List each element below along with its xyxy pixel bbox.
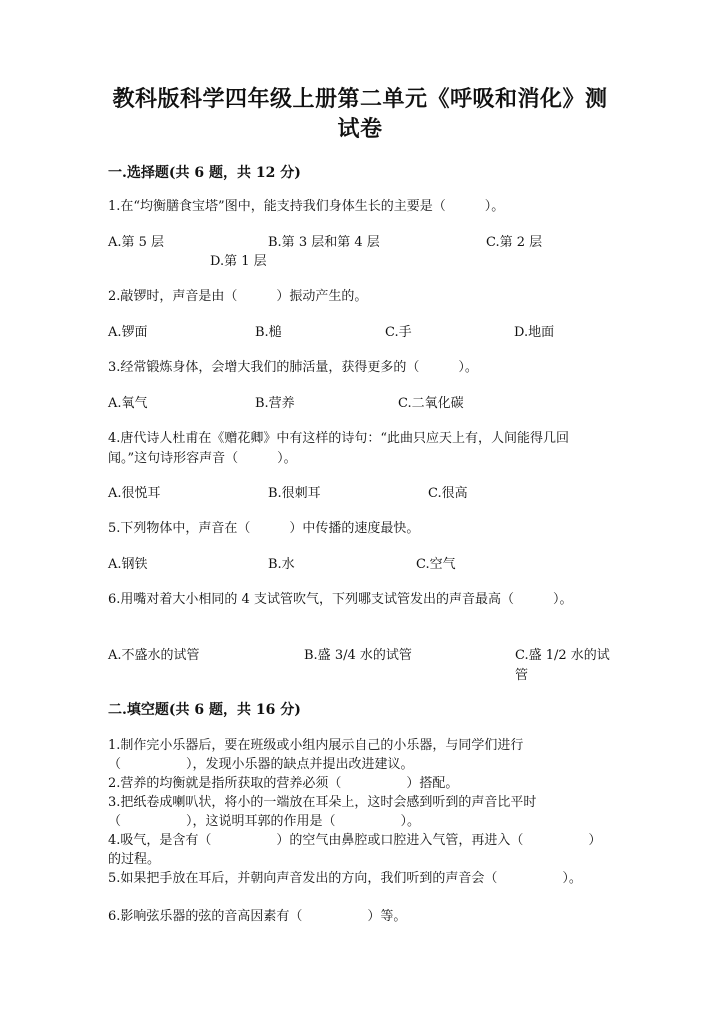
fill-item-3: 3.把纸卷成喇叭状，将小的一端放在耳朵上，这时会感到听到的声音比平时（ ），这说明耳郭的作用是（ ）。 — [108, 795, 537, 829]
q2-option-d: D.地面 — [514, 325, 555, 340]
q6-option-a: A.不盛水的试管 — [108, 648, 200, 663]
fill-item-6: 6.影响弦乐器的弦的音高因素有（ ）等。 — [108, 909, 407, 924]
question-6: 6.用嘴对着大小相同的 4 支试管吹气，下列哪支试管发出的声音最高（ ）。 — [108, 592, 573, 607]
section-heading-fill-in: 二.填空题(共 6 题，共 16 分) — [108, 702, 301, 718]
q4-option-a: A.很悦耳 — [108, 486, 161, 501]
q1-option-a: A.第 5 层 — [108, 235, 165, 250]
exam-title-line2: 试卷 — [337, 116, 383, 142]
question-2: 2.敲锣时，声音是由（ ）振动产生的。 — [108, 289, 368, 304]
exam-title — [105, 84, 615, 144]
q1-option-d: D.第 1 层 — [210, 254, 267, 269]
q5-option-c: C.空气 — [416, 557, 456, 572]
q2-option-a: A.锣面 — [108, 325, 148, 340]
q3-option-c: C.二氧化碳 — [398, 396, 464, 411]
q3-option-b: B.营养 — [255, 396, 295, 411]
question-3: 3.经常锻炼身体，会增大我们的肺活量，获得更多的（ ）。 — [108, 360, 478, 375]
q2-option-c: C.手 — [385, 325, 412, 340]
q1-option-c: C.第 2 层 — [486, 235, 543, 250]
q5-option-a: A.钢铁 — [108, 557, 148, 572]
q6-option-c: C.盛 1/2 水的试管 — [515, 648, 610, 683]
q4-option-c: C.很高 — [428, 486, 468, 501]
q6-option-b: B.盛 3/4 水的试管 — [304, 648, 412, 663]
q2-option-b: B.槌 — [255, 325, 282, 340]
q5-option-b: B.水 — [268, 557, 295, 572]
fill-item-5: 5.如果把手放在耳后，并朝向声音发出的方向，我们听到的声音会（ ）。 — [108, 871, 582, 886]
q1-option-b: B.第 3 层和第 4 层 — [268, 235, 380, 250]
fill-item-4: 4.吸气，是含有（ ）的空气由鼻腔或口腔进入气管，再进入（ ）的过程。 — [108, 833, 595, 867]
fill-item-2: 2.营养的均衡就是指所获取的营养必须（ ）搭配。 — [108, 776, 459, 791]
question-4: 4.唐代诗人杜甫在《赠花卿》中有这样的诗句：“此曲只应天上有，人间能得几回闻。”这句诗形容声音（ ）。 — [108, 431, 570, 466]
question-1: 1.在“均衡膳食宝塔”图中，能支持我们身体生长的主要是（ ）。 — [108, 199, 505, 214]
question-5: 5.下列物体中，声音在（ ）中传播的速度最快。 — [108, 521, 420, 536]
section-heading-multiple-choice: 一.选择题(共 6 题，共 12 分) — [108, 165, 301, 181]
q4-option-b: B.很刺耳 — [268, 486, 321, 501]
q3-option-a: A.氧气 — [108, 396, 148, 411]
exam-title-line1: 教科版科学四年级上册第二单元《呼吸和消化》测 — [112, 86, 608, 112]
fill-item-1: 1.制作完小乐器后，要在班级或小组内展示自己的小乐器，与同学们进行（ ），发现小乐器的缺点并提出改进建议。 — [108, 738, 524, 772]
